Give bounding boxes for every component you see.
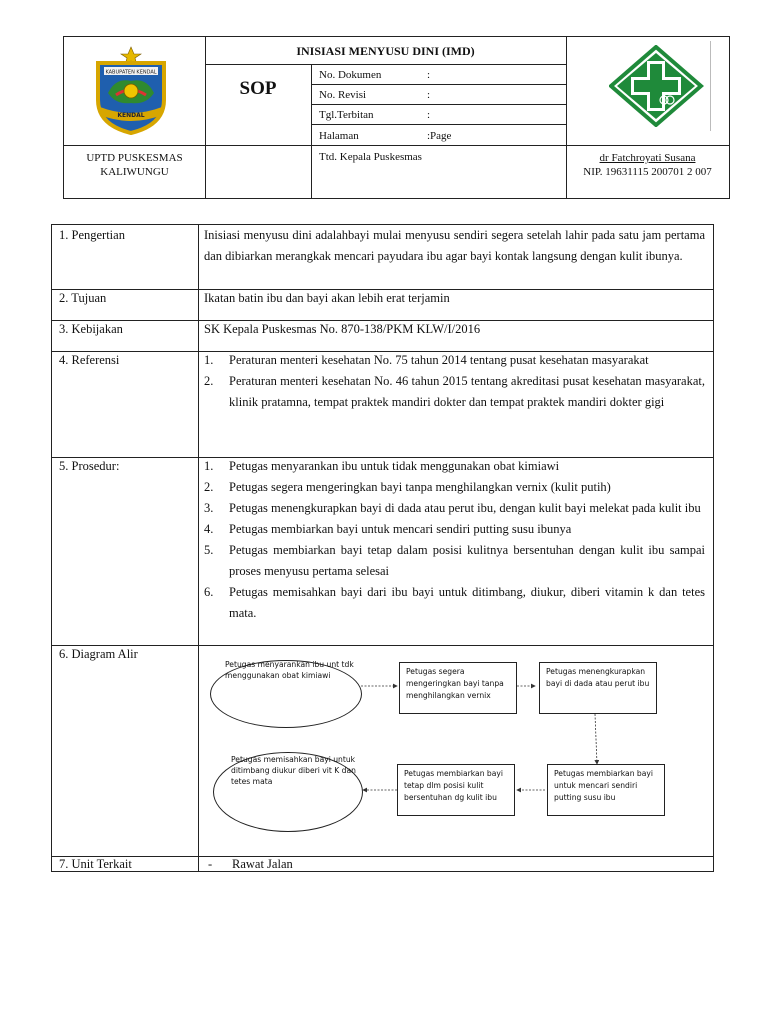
- list-number: 2.: [204, 480, 214, 494]
- document-title: INISIASI MENYUSU DINI (IMD): [296, 44, 475, 58]
- section-text-pengertian: Inisiasi menyusu dini adalahbayi mulai menyusu sendiri segera setelah lahir pada satu jam pertama dan dibiarkan merangkak mencari payudara ibu agar bayi kontak langsung dengan kulit ibunya.: [204, 228, 705, 263]
- signer-block: [566, 151, 729, 179]
- list-text: Petugas memisahkan bayi dari ibu bayi untuk ditimbang, diukur, diberi vitamin k dan tetes mata.: [229, 585, 705, 620]
- meta-value-halaman: :Page: [427, 130, 452, 142]
- svg-text:KENDAL: KENDAL: [117, 112, 145, 119]
- list-text: Petugas membiarkan bayi tetap dalam posisi kulitnya bersentuhan dengan kulit ibu sampai proses menyusu pertama selesai: [229, 543, 705, 578]
- divider: [64, 145, 729, 146]
- organization-line-2: KALIWUNGU: [100, 166, 169, 178]
- section-label-diagram: 6. Diagram Alir: [59, 647, 138, 661]
- list-number: 4.: [204, 522, 214, 536]
- list-item: [204, 582, 705, 624]
- kendal-logo: [86, 45, 176, 137]
- sop-label: SOP: [239, 78, 277, 99]
- signature-label: Ttd. Kepala Puskesmas: [319, 151, 422, 163]
- meta-label-no-revisi: No. Revisi: [319, 89, 367, 101]
- section-label-prosedur: 5. Prosedur:: [59, 459, 120, 473]
- divider: [205, 64, 566, 65]
- unit-value: Rawat Jalan: [232, 857, 293, 871]
- meta-label-tgl-terbitan: Tgl.Terbitan: [319, 109, 374, 121]
- list-text: Petugas menyarankan ibu untuk tidak menggunakan obat kimiawi: [229, 459, 560, 473]
- divider: [52, 856, 713, 857]
- list-number: 3.: [204, 501, 214, 515]
- sop-content-table: [51, 224, 714, 872]
- list-text: Petugas menengkurapkan bayi di dada atau perut ibu, dengan kulit bayi melekat pada kulit ibu: [229, 501, 701, 515]
- flow-node-3: Petugas menengkurapkan bayi di dada atau perut ibu: [539, 662, 657, 714]
- list-number: 1.: [204, 459, 214, 473]
- list-item: [204, 371, 705, 413]
- list-item: [204, 519, 705, 540]
- organization-line-1: UPTD PUSKESMAS: [86, 152, 183, 164]
- list-number: 6.: [204, 585, 214, 599]
- meta-label-halaman: Halaman: [319, 130, 359, 142]
- divider: [710, 41, 711, 131]
- meta-value-no-dokumen: :: [427, 69, 431, 81]
- flow-diagram: [199, 646, 713, 856]
- list-item: [204, 456, 705, 477]
- list-text: Petugas membiarkan bayi untuk mencari sendiri putting susu ibunya: [229, 522, 572, 536]
- flow-node-6-text: Petugas memisahkan bayi untuk ditimbang diukur diberi vit K dan tetes mata: [231, 755, 356, 786]
- signer-nip: NIP. 19631115 200701 2 007: [583, 166, 712, 178]
- flow-node-1-text: Petugas menyarankan ibu unt tdk menggunakan obat kimiawi: [225, 660, 354, 680]
- list-number: 1.: [204, 353, 214, 367]
- section-label-kebijakan: 3. Kebijakan: [59, 322, 123, 336]
- list-text: Peraturan menteri kesehatan No. 46 tahun 2015 tentang akreditasi pusat kesehatan masyarakat, klinik pratamna, tempat praktek mandiri dokter dan tempat praktek mandiri dokter gigi: [229, 374, 705, 409]
- flow-node-5: Petugas membiarkan bayi tetap dlm posisi kulit bersentuhan dg kulit ibu: [397, 764, 515, 816]
- section-text-kebijakan: SK Kepala Puskesmas No. 870-138/PKM KLW/I/2016: [204, 322, 481, 336]
- meta-value-tgl-terbitan: :: [427, 109, 431, 121]
- unit-dash: -: [208, 857, 213, 871]
- sop-header: [63, 36, 730, 199]
- signer-name: dr Fatchroyati Susana: [599, 152, 696, 164]
- flow-node-2: Petugas segera mengeringkan bayi tanpa menghilangkan vernix: [399, 662, 517, 714]
- list-text: Petugas segera mengeringkan bayi tanpa menghilangkan vernix (kulit putih): [229, 480, 611, 494]
- list-number: 2.: [204, 374, 214, 388]
- section-label-tujuan: 2. Tujuan: [59, 291, 107, 305]
- flow-node-4: Petugas membiarkan bayi untuk mencari sendiri putting susu ibu: [547, 764, 665, 816]
- list-text: Peraturan menteri kesehatan No. 75 tahun 2014 tentang pusat kesehatan masyarakat: [229, 353, 649, 367]
- list-item: [204, 498, 705, 519]
- organization-name: [64, 151, 205, 179]
- list-number: 5.: [204, 543, 214, 557]
- puskesmas-logo: [609, 45, 704, 127]
- section-list-prosedur: [204, 456, 705, 624]
- list-item: [204, 477, 705, 498]
- divider: [311, 104, 566, 105]
- divider: [311, 84, 566, 85]
- meta-label-no-dokumen: No. Dokumen: [319, 69, 382, 81]
- section-label-unit-terkait: 7. Unit Terkait: [59, 857, 132, 871]
- section-list-referensi: [204, 350, 705, 413]
- section-label-referensi: 4. Referensi: [59, 353, 120, 367]
- list-item: [204, 350, 705, 371]
- section-label-pengertian: 1. Pengertian: [59, 228, 125, 242]
- divider: [205, 37, 206, 198]
- divider: [311, 124, 566, 125]
- meta-value-no-revisi: :: [427, 89, 431, 101]
- list-item: [204, 540, 705, 582]
- section-text-tujuan: Ikatan batin ibu dan bayi akan lebih erat terjamin: [204, 291, 450, 305]
- svg-text:KABUPATEN KENDAL: KABUPATEN KENDAL: [105, 69, 157, 76]
